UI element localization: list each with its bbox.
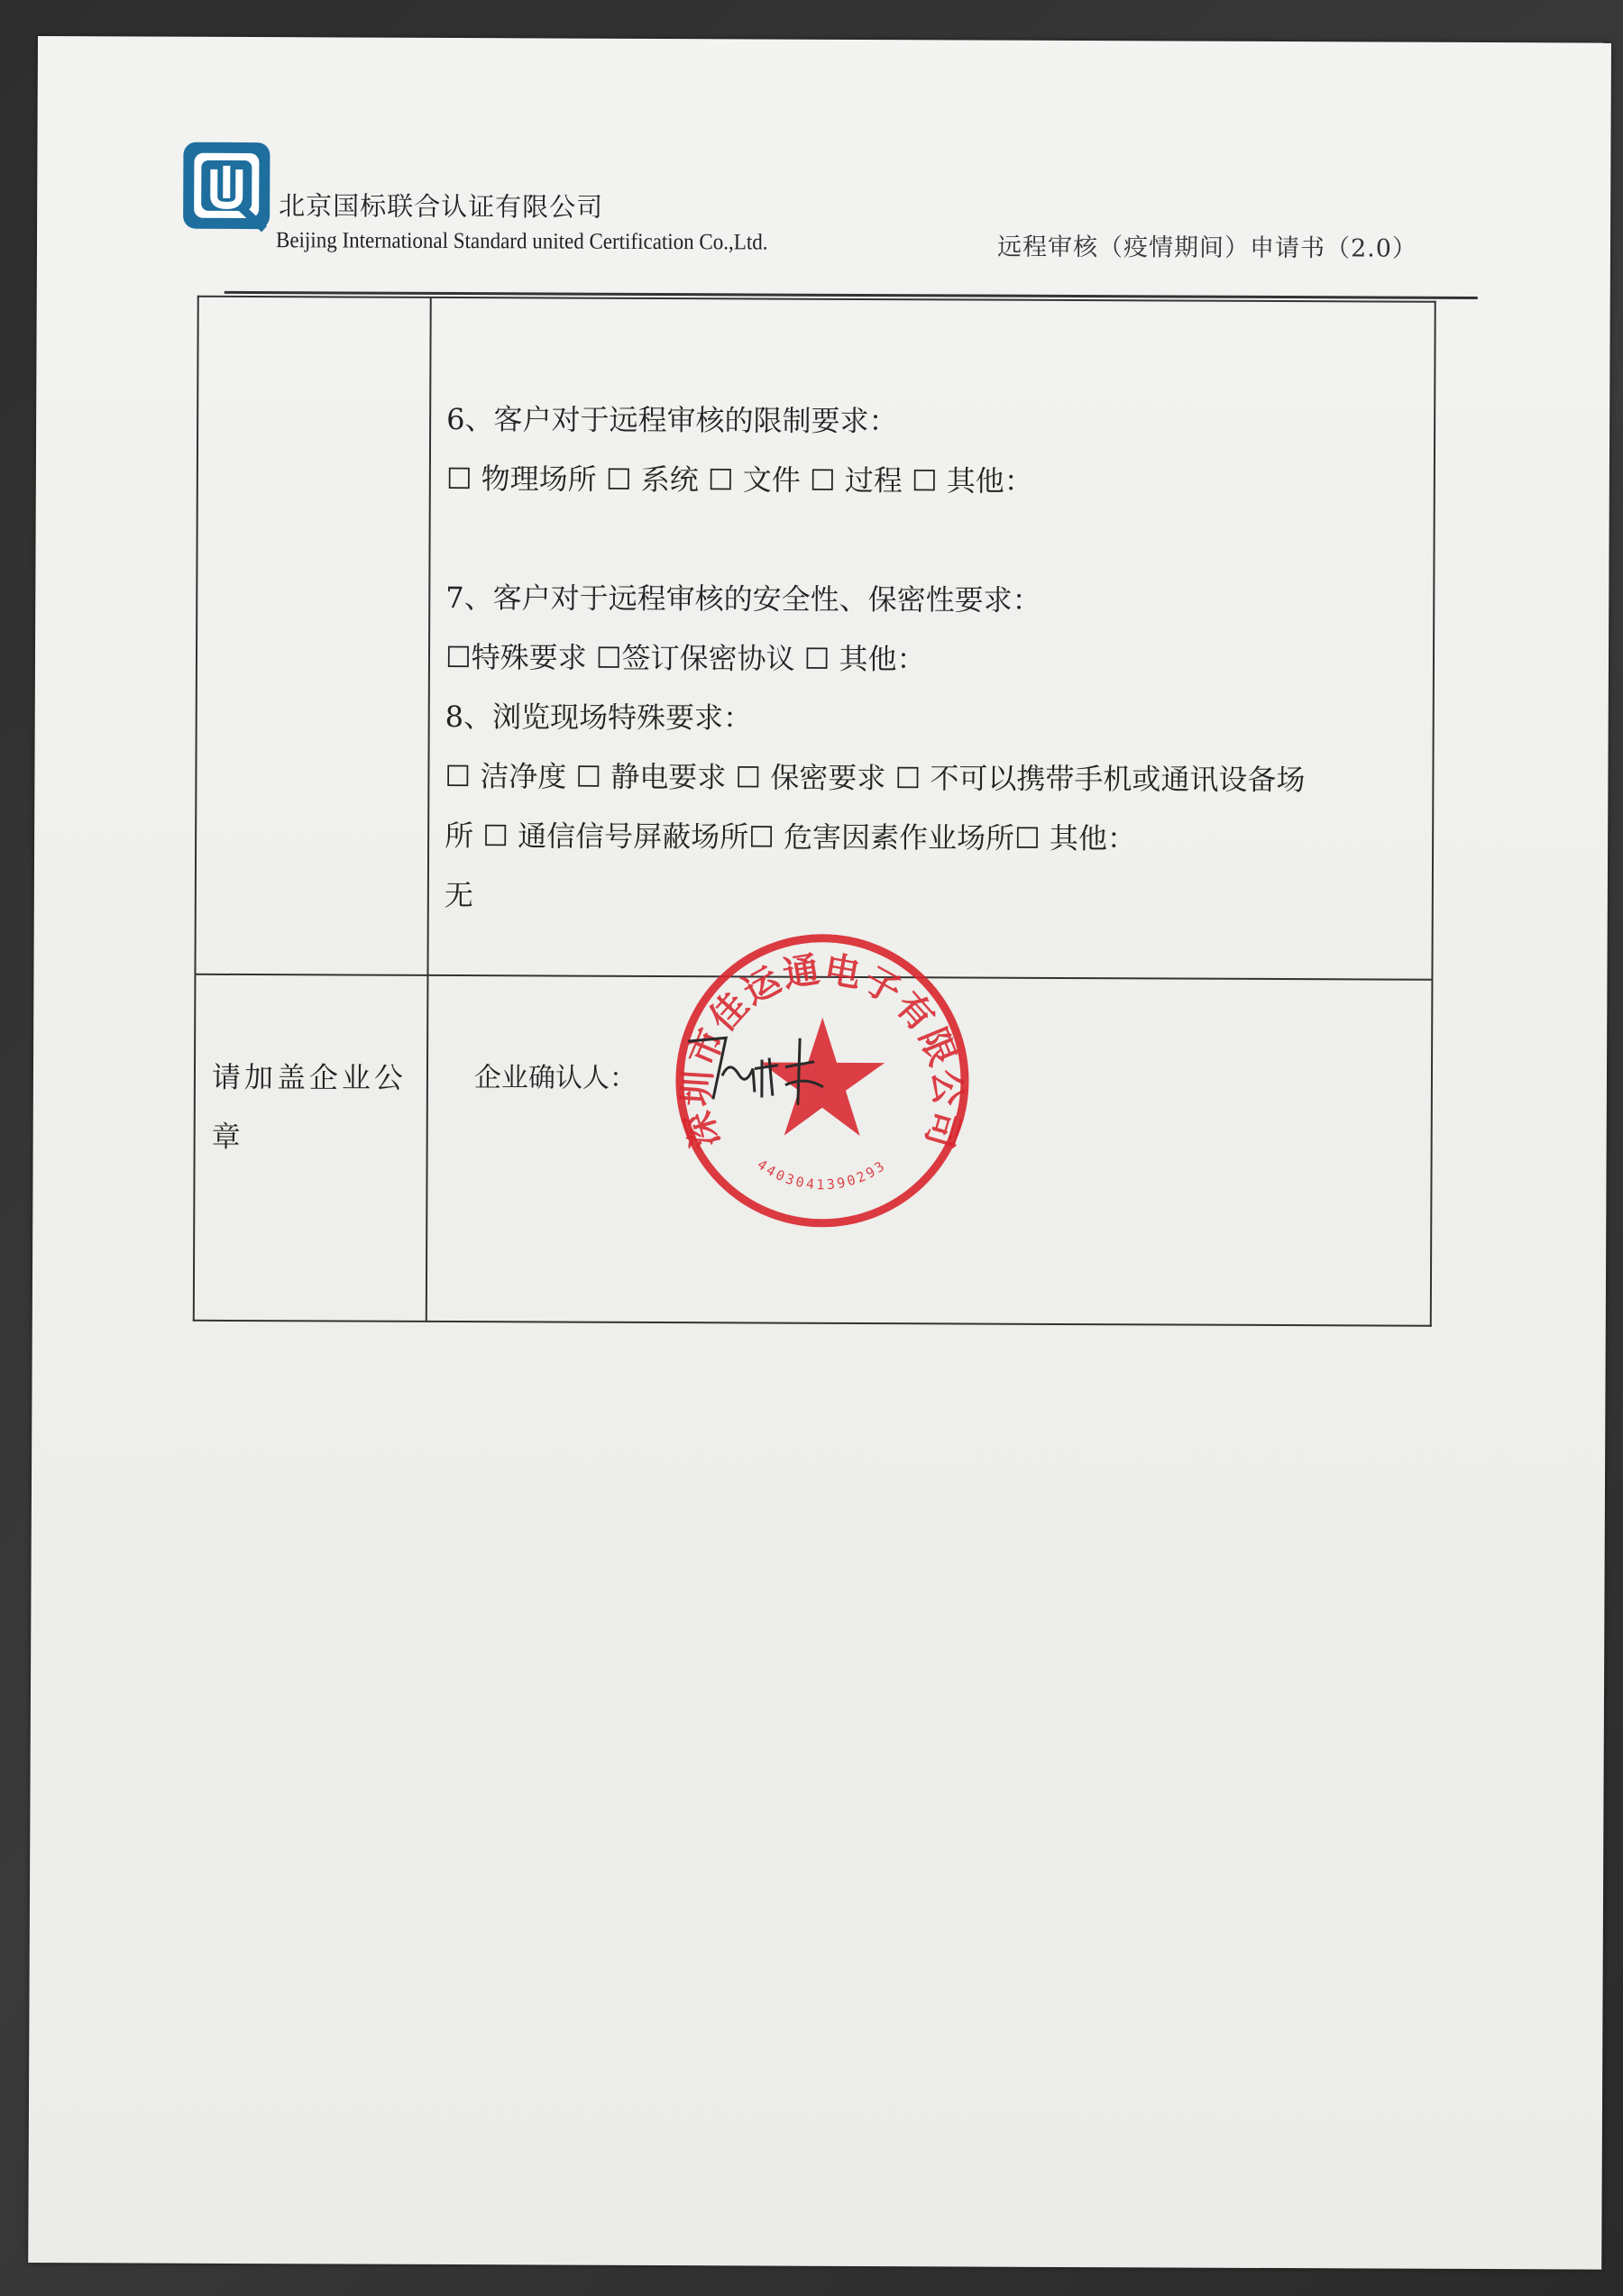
seal-code: 4403041390293 xyxy=(754,1156,890,1194)
svg-text:4403041390293 xyxy=(754,1157,889,1194)
q8-options-line1: ☐ 洁净度 ☐ 静电要求 ☐ 保密要求 ☐ 不可以携带手机或通讯设备场 xyxy=(445,758,1306,798)
document-title: 远程审核（疫情期间）申请书（2.0） xyxy=(996,233,1418,263)
company-logo-icon xyxy=(181,141,275,234)
letterhead xyxy=(181,141,1481,290)
company-name-en: Beijing International Standard united Certification Co.,Ltd. xyxy=(275,228,768,255)
requirements-row xyxy=(195,297,1435,980)
company-name-cn: 北京国标联合认证有限公司 xyxy=(279,190,604,223)
q8-answer: 无 xyxy=(444,877,473,913)
q8-options-line2: 所 ☐ 通信信号屏蔽场所☐ 危害因素作业场所☐ 其他： xyxy=(445,818,1136,856)
q8-title: 8、浏览现场特殊要求： xyxy=(445,699,753,736)
q6-options: ☐ 物理场所 ☐ 系统 ☐ 文件 ☐ 过程 ☐ 其他： xyxy=(445,461,1033,499)
seal-text: 深圳市佳运通电子有限公司 xyxy=(675,948,968,1154)
q7-options: ☐特殊要求 ☐签订保密协议 ☐ 其他： xyxy=(445,639,926,677)
stamp-label: 请加盖企业公章 xyxy=(194,974,428,1322)
requirements-content-cell xyxy=(427,297,1435,980)
q7-title: 7、客户对于远程审核的安全性、保密性要求： xyxy=(445,580,1041,617)
document-page xyxy=(28,36,1611,2270)
requirements-label-cell xyxy=(195,297,430,975)
handwritten-signature xyxy=(679,1021,841,1112)
q6-title: 6、客户对于远程审核的限制要求： xyxy=(446,401,898,439)
confirm-person-label: 企业确认人： xyxy=(473,1062,637,1094)
